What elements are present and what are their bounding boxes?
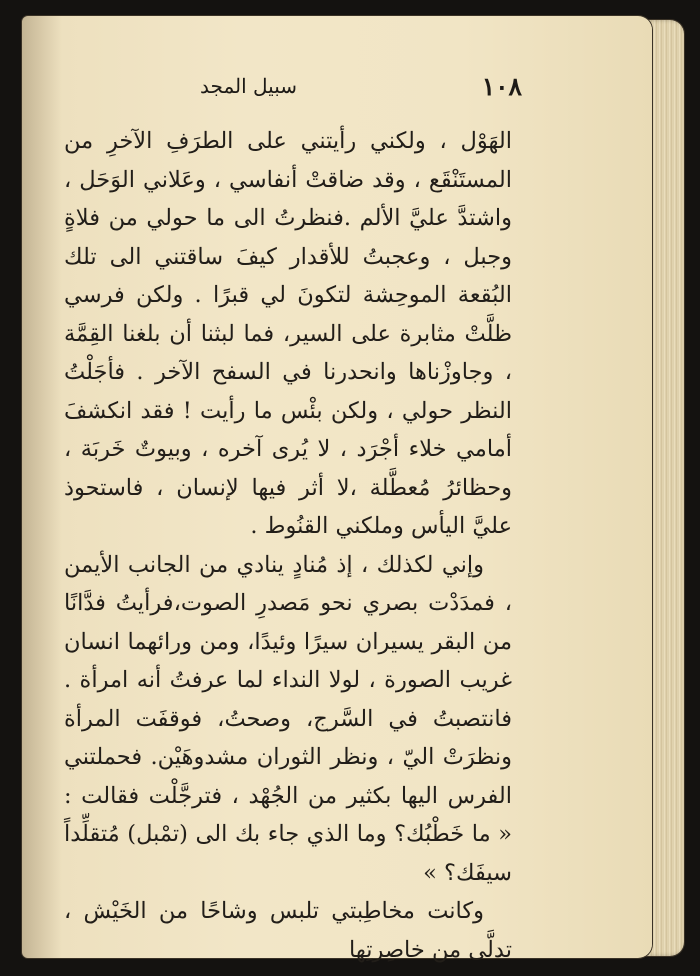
page-number: ١٠٨ (481, 72, 522, 101)
paragraph-1: الهَوْل ، ولكني رأيتني على الطرَفِ الآخرِ من المستَنْقَع ، وقد ضاقتْ أنفاسي ، وعَلاني الوَحَل ، واشتدَّ عليَّ الألم .فنظرتُ الى ما حولي من فلاةٍ وجبل ، وعجبتُ للأقدار كيفَ ساقتني الى تلك البُقعة الموحِشة لتكونَ لي قبرًا . ولكن فرسي ظلَّتْ مثابرة على السير، فما لبثنا أن بلغنا القِمَّة ، وجاوزْناها وانحدرنا في السفح الآخر . فأجَلْتُ النظر حولي ، ولكن بئْس ما رأيت ! فقد انكشفَ أمامي خلاء أجْرَد ، لا يُرى آخره ، وبيوتٌ خَربَة ، وحظائرُ مُعطَّلة ،لا أثر فيها لإنسان ، فاستحوذ عليَّ اليأس وملكني القنُوط . (64, 128, 512, 539)
paragraph-3: وكانت مخاطِبتي تلبس وشاحًا من الخَيْش ، تدلَّى من خاصِرتِها (64, 898, 512, 963)
paragraph-2: وإني لكذلك ، إذ مُنادٍ ينادي من الجانب الأيمن ، فمدَدْت بصري نحو مَصدرِ الصوت،فرأيتُ فدَّانًا من البقر يسيران سيرًا وئيدًا، ومن ورائهما انسان غريب الصورة ، لولا النداء لما عرفتُ أنه امرأة . فانتصبتُ في السَّرج، وصحتُ، فوقفَت المرأة ونظرَتْ اليّ ، ونظر الثوران مشدوهَيْن. فحملتني الفرس اليها بكثير من الجُهْد ، فترجَّلْت فقالت : « ما خَطْبُك؟ وما الذي جاء بك الى (تمْبل) مُتقلِّداً سيفَك؟ » (64, 551, 512, 886)
gutter-shadow (22, 16, 62, 958)
running-title: سبيل المجد (200, 74, 297, 98)
page-header (60, 72, 522, 112)
body-text (64, 122, 512, 969)
